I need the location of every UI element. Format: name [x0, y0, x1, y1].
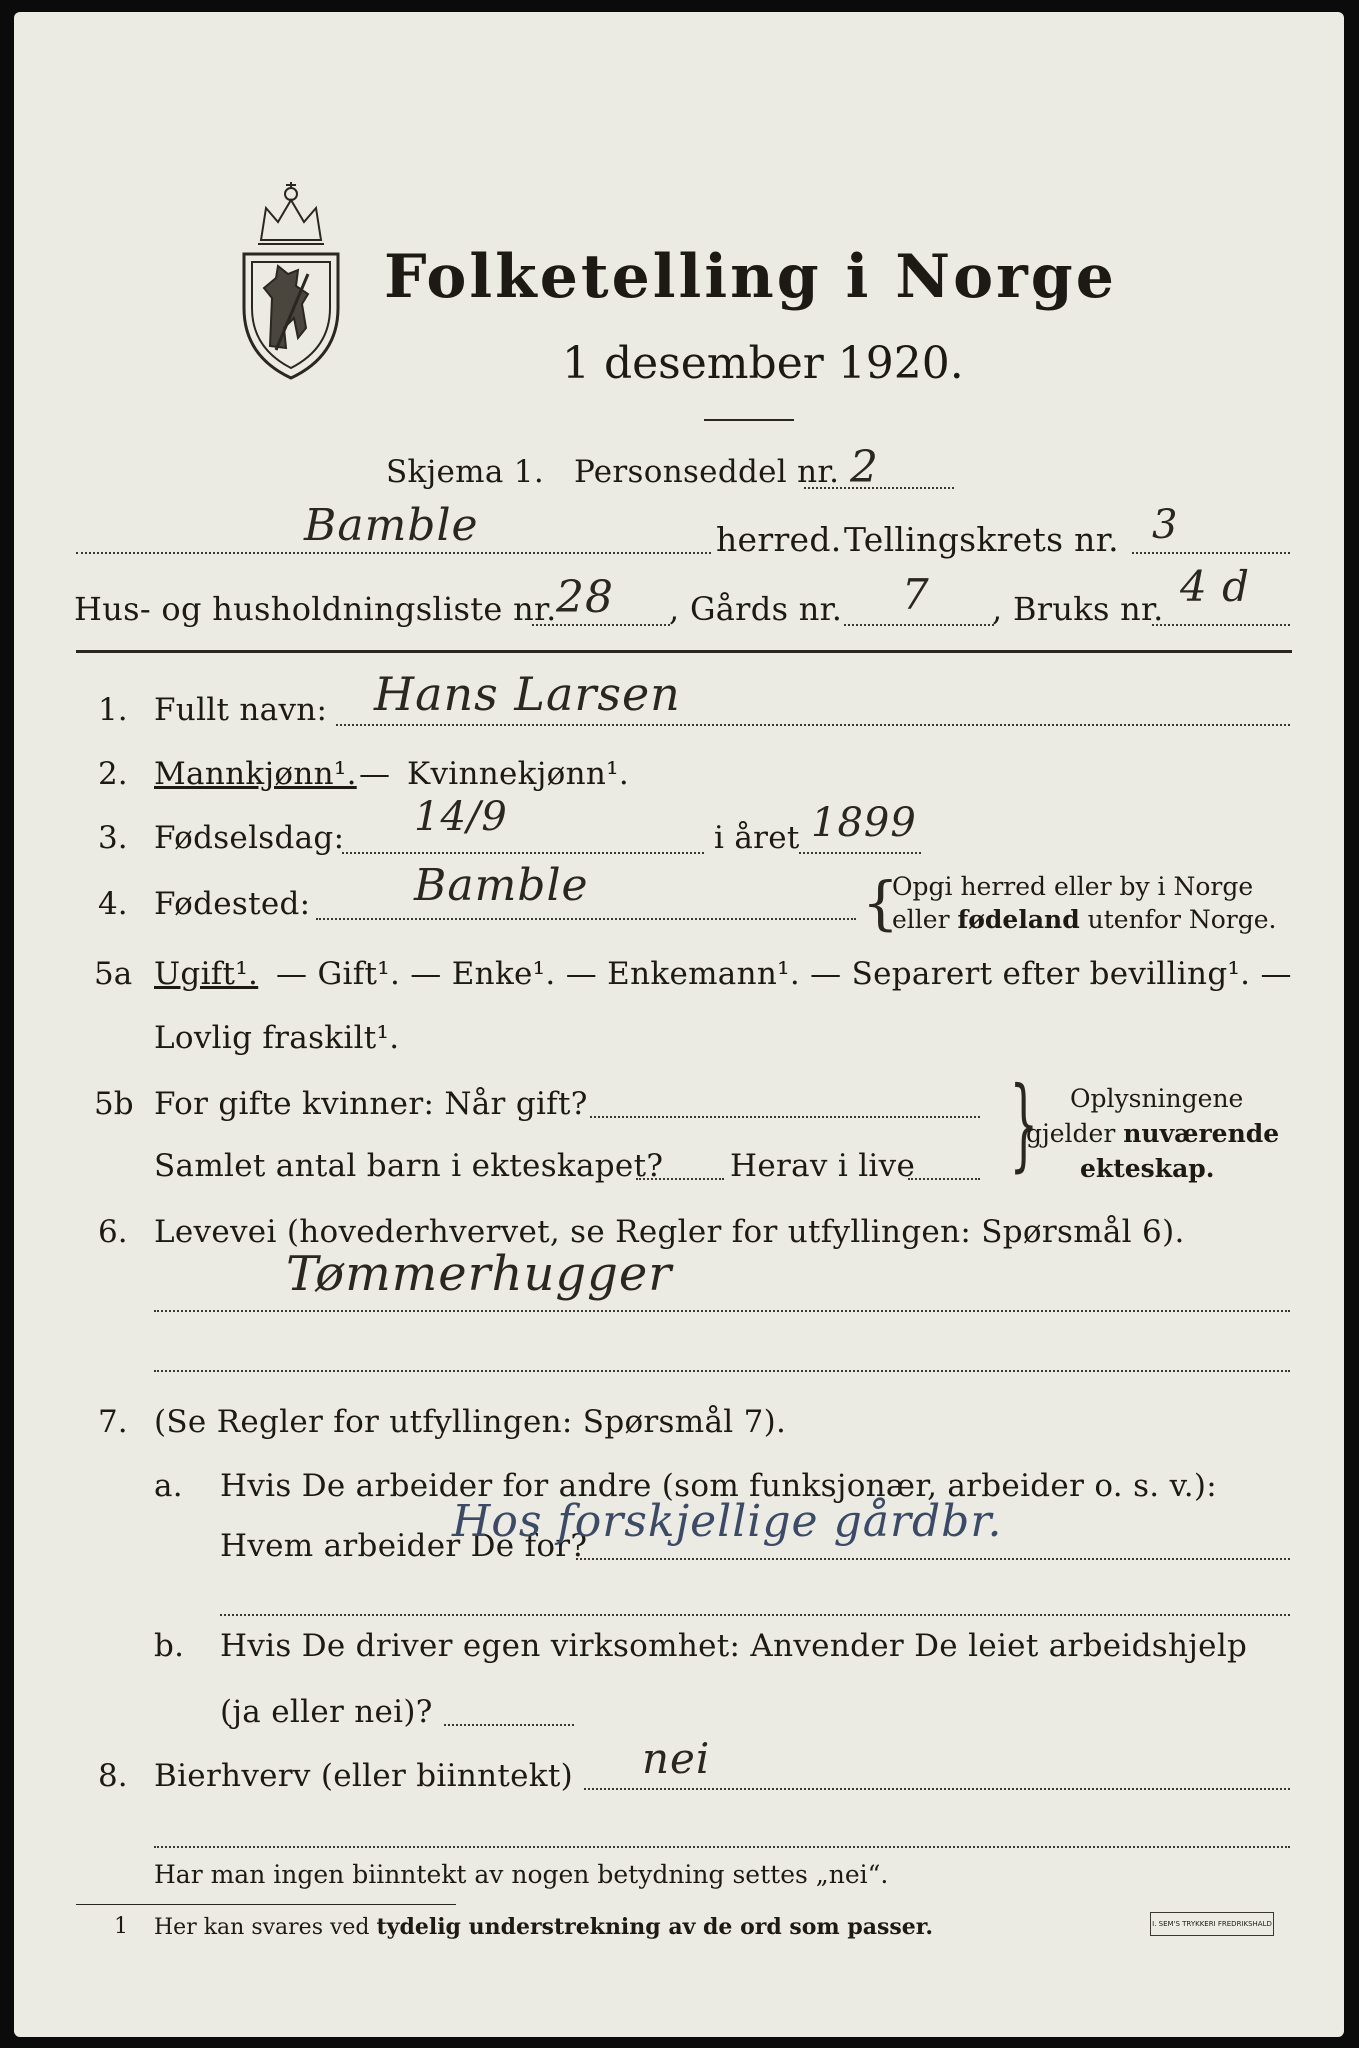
personseddel-line	[804, 487, 954, 489]
q2-female: Kvinnekjønn¹.	[407, 756, 630, 792]
bruks-label: , Bruks nr.	[992, 590, 1164, 628]
q7-label: (Se Regler for utfyllingen: Spørsmål 7).	[154, 1404, 787, 1440]
footnote-divider	[76, 1904, 456, 1905]
q5a-number: 5a	[94, 956, 133, 992]
q7a-letter: a.	[154, 1468, 183, 1504]
q6-label: Levevei (hovederhvervet, se Regler for utfyllingen: Spørsmål 6).	[154, 1214, 1185, 1250]
q5b-married-line	[590, 1116, 980, 1118]
q5b-brace: }	[1009, 1065, 1039, 1182]
title-divider	[704, 419, 794, 421]
gards-value: 7	[902, 570, 930, 619]
q4-number: 4.	[98, 886, 128, 922]
q5b-note-line1: Oplysningene	[1070, 1084, 1244, 1113]
q5b-note-current: nuværende	[1123, 1119, 1280, 1148]
q4-value: Bamble	[414, 860, 589, 911]
q5a-fraskilt: Lovlig fraskilt¹.	[154, 1020, 400, 1056]
q7a-extra-line	[220, 1614, 1290, 1616]
q3-year-value: 1899	[811, 800, 917, 846]
q6-value: Tømmerhugger	[286, 1246, 673, 1302]
q3-year-line	[799, 852, 921, 854]
q7a-employer-label: Hvem arbeider De for?	[220, 1528, 588, 1564]
printer-stamp: I. SEM'S TRYKKERI FREDRIKSHALD	[1150, 1912, 1274, 1936]
q5b-children-line	[636, 1178, 724, 1180]
q8-line2	[154, 1846, 1290, 1848]
q2-number: 2.	[98, 756, 128, 792]
biinntekt-note: Har man ingen biinntekt av nogen betydning settes „nei“.	[154, 1860, 889, 1889]
q7b-yesno-label: (ja eller nei)?	[220, 1694, 433, 1730]
tellingskrets-value: 3	[1152, 502, 1179, 548]
q7a-employer-line	[576, 1558, 1290, 1560]
q5b-number: 5b	[94, 1086, 134, 1122]
q6-line1	[154, 1310, 1290, 1312]
skjema-label: Skjema 1.	[386, 454, 544, 490]
husliste-line	[532, 624, 670, 626]
footnote-mark: 1	[114, 1914, 128, 1939]
footnote-text: Her kan svares ved	[154, 1915, 370, 1940]
q3-label: Fødselsdag:	[154, 820, 345, 856]
q7b-yesno-line	[444, 1724, 574, 1726]
header-divider	[76, 650, 1292, 653]
q7b-letter: b.	[154, 1628, 185, 1664]
q7a-label: Hvis De arbeider for andre (som funksjonær, arbeider o. s. v.):	[220, 1468, 1218, 1504]
q5a-options: — Gift¹. — Enke¹. — Enkemann¹. — Separert efter bevilling¹. —	[276, 956, 1292, 992]
q7b-label: Hvis De driver egen virksomhet: Anvender De leiet arbeidshjelp	[220, 1628, 1248, 1664]
gards-line	[844, 624, 994, 626]
herred-line	[76, 552, 711, 554]
gards-label: , Gårds nr.	[669, 590, 843, 628]
q4-note-or: eller	[892, 905, 950, 934]
footnote-emphasis: tydelig understrekning av de ord som passer.	[376, 1914, 934, 1940]
q4-note-line1: Opgi herred eller by i Norge	[892, 872, 1254, 901]
q4-line	[316, 918, 856, 920]
q6-number: 6.	[98, 1214, 128, 1250]
q5b-note-line3: ekteskap.	[1080, 1154, 1215, 1183]
census-date: 1 desember 1920.	[562, 338, 964, 389]
q8-line1	[584, 1788, 1290, 1790]
husliste-label: Hus- og husholdningsliste nr.	[74, 590, 557, 628]
q6-line2	[154, 1370, 1290, 1372]
tellingskrets-label: Tellingskrets nr.	[844, 520, 1119, 559]
q5b-married-label: For gifte kvinner: Når gift?	[154, 1086, 588, 1122]
form-title: Folketelling i Norge	[384, 242, 1117, 312]
q3-number: 3.	[98, 820, 128, 856]
q5b-note-gjelder: gjelder	[1026, 1119, 1116, 1148]
q5a-ugift: Ugift¹.	[154, 956, 259, 992]
tellingskrets-line	[1132, 552, 1290, 554]
q4-note-rest: utenfor Norge.	[1087, 905, 1277, 934]
q4-note-fodeland: fødeland	[957, 905, 1080, 934]
q1-label: Fullt navn:	[154, 692, 328, 728]
q8-number: 8.	[98, 1758, 128, 1794]
q4-brace: {	[862, 869, 899, 937]
q2-male: Mannkjønn¹.	[154, 756, 357, 792]
q3-year-label: i året	[714, 820, 800, 856]
q4-label: Fødested:	[154, 886, 311, 922]
q1-line	[336, 724, 1290, 726]
q8-label: Bierhverv (eller biinntekt)	[154, 1758, 574, 1794]
q5b-alive-line	[908, 1178, 980, 1180]
herred-value: Bamble	[304, 500, 479, 551]
bruks-line	[1152, 624, 1290, 626]
q3-day-line	[342, 852, 704, 854]
q5b-children-label: Samlet antal barn i ekteskapet?	[154, 1148, 664, 1184]
q3-day-value: 14/9	[414, 794, 508, 840]
q1-value: Hans Larsen	[374, 667, 681, 721]
q2-separator: —	[359, 756, 391, 792]
herred-label: herred.	[716, 520, 842, 559]
personseddel-label: Personseddel nr.	[574, 454, 840, 490]
norwegian-coat-of-arms-icon	[236, 178, 346, 384]
q8-value: nei	[642, 1734, 711, 1783]
q7a-employer-value: Hos forskjellige gårdbr.	[452, 1496, 1003, 1547]
husliste-value: 28	[556, 572, 614, 623]
personseddel-value: 2	[850, 442, 879, 493]
q1-number: 1.	[98, 692, 128, 728]
q5b-alive-label: Herav i live	[730, 1148, 916, 1184]
census-form-page	[14, 12, 1344, 2037]
q7-number: 7.	[98, 1404, 128, 1440]
bruks-value: 4 d	[1180, 562, 1250, 611]
